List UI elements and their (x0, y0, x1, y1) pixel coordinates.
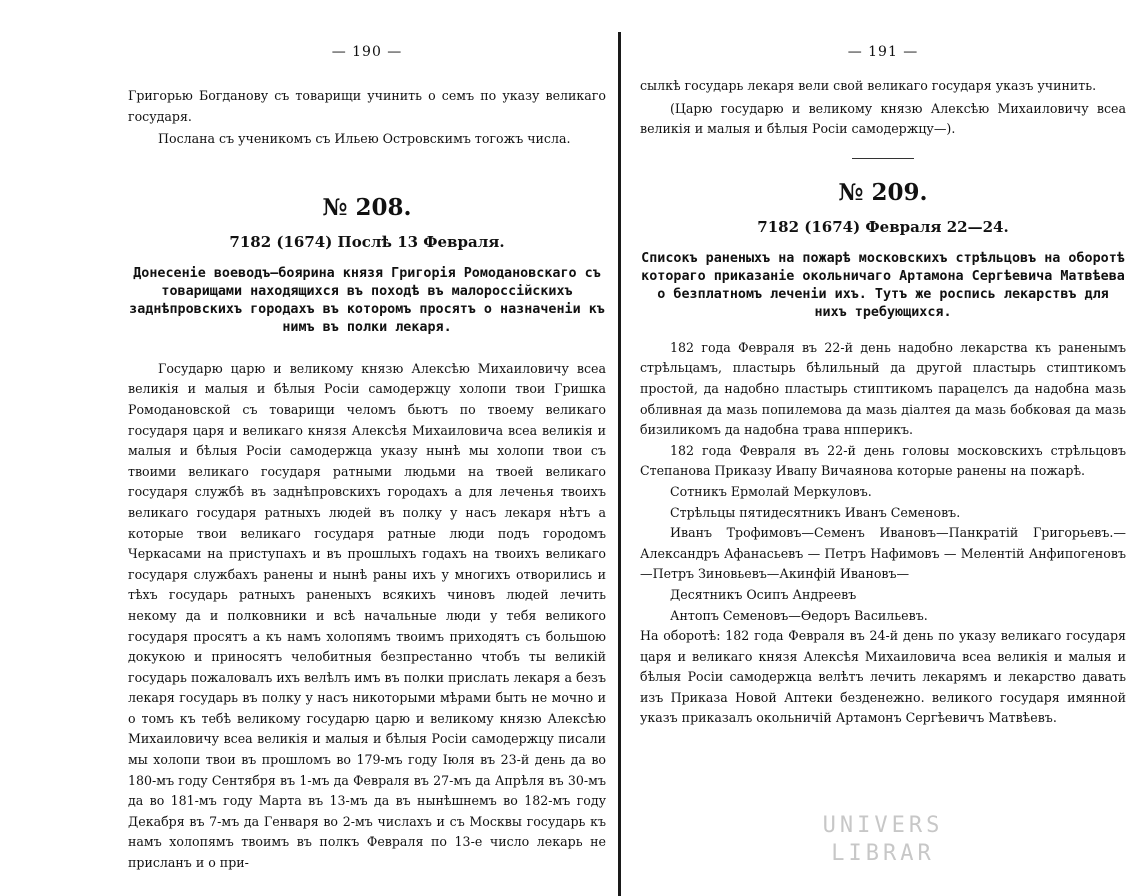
left-page-number: — 190 — (331, 44, 403, 60)
reverse-note-paragraph: На оборотѣ: 182 года Февраля въ 24-й день по указу великаго государя царя и великаго князя Алексѣя Михаиловича всеа великія и малыя и бѣлыя Росіи самодержца велѣтъ лечить лекарямъ и лекарство давать изъ Приказа Новой Аптеки безденежно. великого государя имянной указъ приказалъ окольничій Артамонъ Сергѣевичъ Матвѣевъ. (640, 628, 1126, 726)
medicine-list-paragraph: 182 года Февраля въ 22-й день надобно лекарства къ раненымъ стрѣльцамъ, пластырь бѣлильный да другой пластырь стиптикомъ простой, да надобно пластырь стиптикомъ парацелсъ да надобна мазь обливная да мазь попилемова да мазь діалтея да мазь бобковая да мазь бизиликомъ да надобна трава нпперикъ. (640, 339, 1126, 438)
right-address-line: (Царю государю и великому князю Алексѣю Михаиловичу всеа великія и малыя и бѣлыя Росіи самодержцу—). (640, 100, 1126, 137)
left-continuation-line: Григорью Богданову съ товарищи учинить о семъ по указу великаго государя. (128, 88, 606, 124)
doc-number-209: № 209. (838, 178, 928, 206)
page-gutter (618, 32, 621, 896)
left-page (128, 0, 606, 896)
doc-body-208: Государю царю и великому князю Алексѣю Михаиловичу всеа великія и малыя и бѣлыя Росіи самодержцу холопи твои Гришка Ромодановской съ товарищи челомъ бьютъ по твоему великаго государя царя и великаго князя Алексѣя Михаиловича всеа великія и малыя и бѣлыя Росіи самодержца указу нынѣ мы холопи твои съ твоими великаго государя ратными людьми на твоей великаго государя службѣ въ заднѣпровскихъ городахъ а для леченья твоихъ великаго государя ратныхъ людей въ полку у насъ лекаря нѣтъ а которые твои великаго государя ратные люди подъ городомъ Черкасами на приступахъ и въ прошлыхъ годахъ на твоихъ великаго государя службахъ ранены и нынѣ раны ихъ у многихъ отворились и тѣхъ государь ратныхъ раненыхъ всякихъ чиновъ людей лечить некому да и полковники и всѣ начальные люди у тебя великого государя просятъ а къ намъ холопямъ твоимъ приходятъ съ большою докукою и приносятъ челобитныя безпрестанно чтобъ ты великій государь пожаловалъ ихъ велѣлъ имъ въ полки прислать лекаря а безъ лекаря государь въ полку у насъ никоторыми мѣрами быть не мочно и о томъ къ тебѣ великому государю царю и великому князю Алексѣю Михаиловичу всеа великія и малыя и бѣлыя Росіи самодержцу писали мы холопи твои въ прошломъ во 179-мъ году Іюля въ 23-й день да во 180-мъ году Сентября въ 1-мъ да Февраля въ 27-мъ да Апрѣля въ 30-мъ да во 181-мъ году Марта въ 13-мъ да въ нынѣшнемъ во 182-мъ году Декабря въ 7-мъ да Генваря во 2-мъ числахъ и съ Москвы государь къ намъ холопямъ твоимъ въ полкъ Февраля по 13-е число лекарь не присланъ и о при- (128, 360, 606, 871)
wounded-intro-paragraph: 182 года Февраля въ 22-й день головы московскихъ стрѣльцовъ Степанова Приказу Ивапу Вичаянова которые ранены на пожарѣ. (640, 442, 1126, 479)
doc-heading-208: Донесеніе воеводъ—боярина князя Григорія Ромодановскаго съ товарищами находящихся въ походѣ въ малороссійскихъ заднѣпровскихъ городахъ въ которомъ просятъ о назначеніи къ нимъ въ полки лекаря. (129, 265, 605, 335)
sotnik-line: Сотникъ Ермолай Меркуловъ. (670, 483, 872, 499)
doc-date-208: 7182 (1674) Послѣ 13 Февраля. (229, 232, 505, 251)
doc-date-209: 7182 (1674) Февраля 22—24. (757, 217, 1009, 236)
anton-line: Антопъ Семеновъ—Ѳедоръ Васильевъ. (670, 607, 928, 623)
right-page (640, 0, 1126, 896)
streltsy-line: Стрѣльцы пятидесятникъ Иванъ Семеновъ. (670, 504, 961, 520)
library-stamp: UNIVERS LIBRAR (822, 813, 944, 866)
doc-number-208: № 208. (322, 193, 412, 221)
left-dispatch-note: Послана съ ученикомъ съ Ильею Островскимъ тогожъ числа. (158, 131, 571, 147)
desyatnik-line: Десятникъ Осипъ Андреевъ (670, 586, 857, 602)
right-page-number: — 191 — (847, 44, 919, 60)
doc-heading-209: Списокъ раненыхъ на пожарѣ московскихъ стрѣльцовъ на оборотѣ котораго приказаніе окольничаго Артамона Сергѣевича Матвѣева о безплатномъ леченіи ихъ. Тутъ же роспись лекарствъ для нихъ требующихся. (641, 250, 1125, 320)
wounded-names-paragraph: Иванъ Трофимовъ—Семенъ Ивановъ—Панкратій Григорьевъ.— Александръ Афанасьевъ — Петръ Нафимовъ — Мелентій Анфипогеновъ—Петръ Зиновьевъ—Акинфій Ивановъ— (640, 525, 1126, 582)
right-continuation-line: сылкѣ государь лекаря вели свой великаго государя указъ учинить. (640, 78, 1097, 93)
